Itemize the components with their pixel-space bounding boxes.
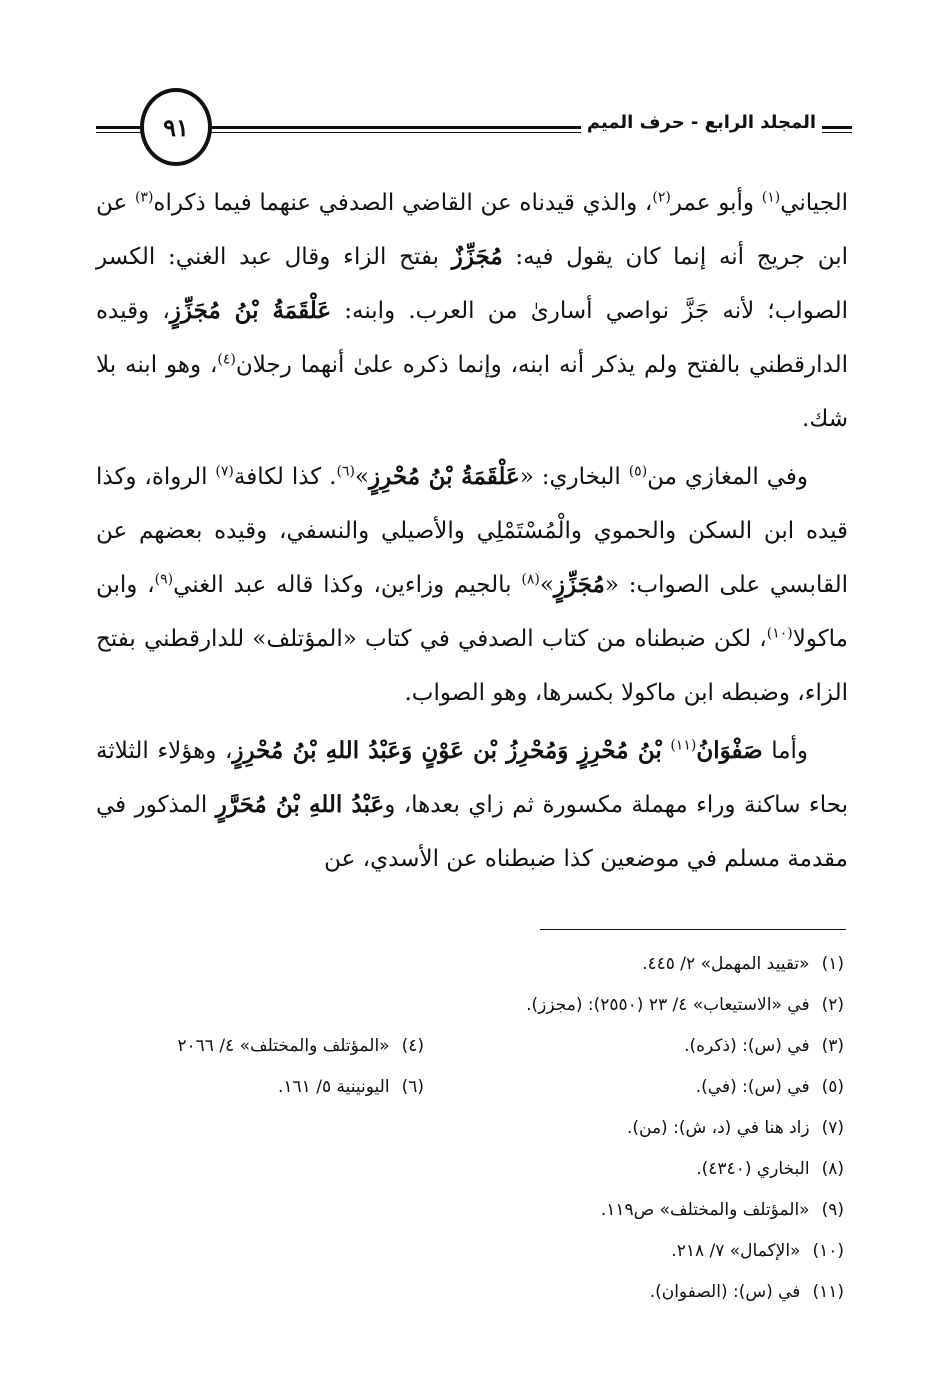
- footnote-number: (٣): [821, 1036, 844, 1056]
- text-run: . كذا لكافة: [233, 464, 337, 490]
- footnote: [671, 1231, 844, 1272]
- text-run: وأبو عمر: [670, 190, 762, 216]
- footnote-separator: [540, 929, 846, 930]
- footnote-text: «المؤتلف والمختلف» ٤/ ٢٠٦٦: [177, 1036, 390, 1056]
- footnote-marker: (٥): [628, 463, 648, 480]
- page-number: ٩١: [140, 88, 212, 166]
- text-run: ، وقيده الدارقطني بالفتح ولم يذكر أنه ابنه، وإنما ذكره علىٰ أنهما رجلان: [96, 298, 848, 378]
- footnote-text: زاد هنا في (د، ش): (من).: [626, 1118, 810, 1138]
- footnote-line: [100, 944, 844, 985]
- paragraph: [96, 450, 848, 720]
- footnote-text: في (س): (في).: [695, 1077, 810, 1097]
- text-run: بالجيم وزاءين، وكذا قاله عبد الغني: [173, 572, 522, 598]
- footnote-line: [100, 1149, 844, 1190]
- text-run: بفتح الزاء وقال عبد الغني: الكسر الصواب؛ لأنه جَزَّ نواصي أسارىٰ من العرب. وابنه:: [96, 244, 849, 324]
- footnote-marker: (٢): [652, 189, 671, 206]
- text-run: الجياني: [780, 190, 848, 216]
- footnote-text: في «الاستيعاب» ٤/ ٢٣ (٢٥٥٠): (مجزز).: [526, 995, 810, 1015]
- footnote-line: [100, 1067, 844, 1108]
- footnote-marker: (٨): [521, 571, 540, 588]
- footnote-text: «تقييد المهمل» ٢/ ٤٤٥.: [642, 954, 810, 974]
- paragraph: [96, 176, 848, 446]
- text-run: ، والذي قيدناه عن القاضي الصدفي عنهما فيما ذكراه: [153, 190, 653, 216]
- text-run: المذكور في مقدمة مسلم في موضعين كذا ضبطناه عن الأسدي، عن: [96, 792, 848, 872]
- footnote-line: [100, 1231, 844, 1272]
- footnote-number: (٤): [401, 1036, 424, 1056]
- text-run: وأما: [762, 738, 809, 764]
- footnote-marker: (١٠): [766, 625, 793, 642]
- footnote: [601, 1190, 844, 1231]
- footnote-marker: (٦): [336, 463, 355, 480]
- footnote: [627, 1108, 844, 1149]
- text-run: »: [354, 464, 370, 490]
- footnote-text: في (س): (ذكره).: [684, 1036, 810, 1056]
- footnote-line: [100, 1190, 844, 1231]
- footnote-number: (٦): [401, 1077, 424, 1097]
- footnote-number: (١): [821, 954, 844, 974]
- footnote: [424, 1067, 844, 1108]
- text-run: ، وهو ابنه بلا شك.: [96, 352, 848, 432]
- footnote-number: (١١): [812, 1282, 844, 1302]
- footnote-marker: (٧): [215, 463, 234, 480]
- footnote-text: «الإكمال» ٧/ ٢١٨.: [671, 1241, 801, 1261]
- header-rule-left: [96, 126, 142, 129]
- name-entry: عَلْقَمَةُ بْنُ مُجَزِّزٍ: [169, 297, 332, 324]
- footnote: [278, 1067, 424, 1108]
- text-run: وفي المغازي من: [647, 464, 809, 490]
- text-run: الرواة، وكذا قيده ابن السكن والحموي والْمُسْتَمْلِي والأصيلي والنسفي، وقيده بعضهم عن القابسي على الصواب: «: [96, 464, 848, 598]
- footnote-marker: (٩): [154, 571, 174, 588]
- main-text: [96, 176, 848, 890]
- footnote-marker: (٣): [134, 189, 154, 206]
- footnote-marker: (٤): [217, 351, 236, 368]
- name-entry: عَلْقَمَةُ بْنُ مُحْرِزٍ: [369, 463, 520, 490]
- footnote-line: [100, 985, 844, 1026]
- footnote: [650, 1272, 844, 1313]
- footnote-line: [100, 1026, 844, 1067]
- footnote-text: «المؤتلف والمختلف» ص١١٩.: [600, 1200, 810, 1220]
- text-run: البخاري: «: [519, 464, 629, 490]
- footnotes: [100, 944, 844, 1313]
- text-run: ، وهؤلاء الثلاثة بحاء ساكنة وراء مهملة مكسورة ثم زاي بعدها، و: [96, 738, 848, 818]
- name-entry: عَبْدُ اللهِ بْنُ مُحَرَّرٍ: [215, 791, 385, 818]
- footnote: [642, 944, 844, 985]
- footnote: [696, 1149, 844, 1190]
- name-entry: مُجَزِّزٍ: [553, 571, 605, 598]
- footnote-number: (٩): [821, 1200, 844, 1220]
- footnote-line: [100, 1272, 844, 1313]
- name-entry: مُجَزِّزٌ: [451, 243, 503, 270]
- footnote-text: في (س): (الصفوان).: [649, 1282, 801, 1302]
- footnote: [424, 1026, 844, 1067]
- footnote-marker: (١١): [670, 737, 697, 754]
- footnote-number: (٧): [821, 1118, 844, 1138]
- header-rule-left-thin: [96, 132, 142, 133]
- page-header: [96, 84, 852, 174]
- paragraph: [96, 724, 848, 886]
- text-run: ، وابن ماكولا: [96, 572, 848, 652]
- footnote-number: (٥): [821, 1077, 844, 1097]
- footnote-number: (٨): [821, 1159, 844, 1179]
- footnote-line: [100, 1108, 844, 1149]
- footnote-number: (١٠): [812, 1241, 844, 1261]
- running-head: المجلد الرابع - حرف الميم: [581, 112, 822, 133]
- text-run: عن ابن جريج أنه إنما كان يقول فيه:: [96, 190, 848, 270]
- footnote: [177, 1026, 424, 1067]
- name-entry: بْنُ مُحْرِزٍ وَمُحْرِزُ بْن عَوْنٍ وَعَبْدُ اللهِ بْنُ مُحْرِزٍ: [232, 737, 662, 764]
- footnote-text: اليونينية ٥/ ١٦١.: [278, 1077, 390, 1097]
- name-entry: صَفْوَانُ: [696, 737, 763, 764]
- footnote-number: (٢): [821, 995, 844, 1015]
- footnote-marker: (١): [761, 189, 781, 206]
- footnote-text: البخاري (٤٣٤٠).: [696, 1159, 810, 1179]
- text-run: »: [539, 572, 554, 598]
- text-run: ، لكن ضبطناه من كتاب الصدفي في كتاب «المؤتلف» للدارقطني بفتح الزاء، وضبطه ابن ماكولا بكسرها، وهو الصواب.: [96, 626, 848, 706]
- footnote: [526, 985, 844, 1026]
